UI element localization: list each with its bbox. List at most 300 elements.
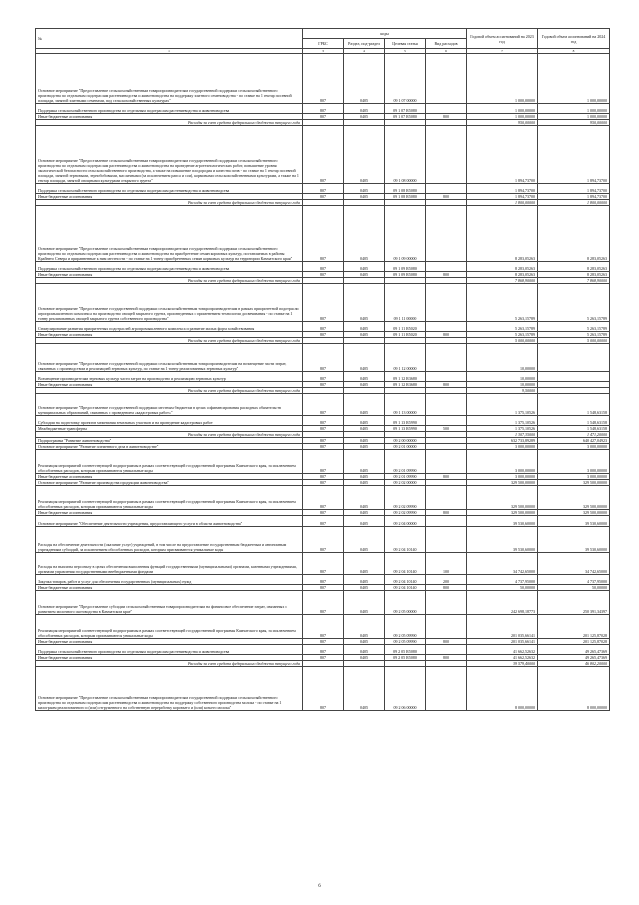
row-name: Субсидии на подготовку проектов межевания земельных участков и на проведение кадастровых работ (36, 416, 303, 426)
row-razdel: 0405 (344, 486, 385, 510)
row-razdel: 0405 (344, 206, 385, 262)
table-row (36, 184, 610, 194)
row-amount-2024: 3 000,00000 (538, 450, 610, 474)
row-amount-2023: 41 662,52632 (467, 655, 538, 661)
row-amount-2024: 329 500,00000 (538, 486, 610, 510)
row-name: Основное мероприятие "Предоставление сельскохозяйственным товаропроизводителям государственной поддержки сельскохозяйственного производства по отдельным подотраслям растениеводства и животноводства на поддержку собственного производства молока - по ставке на 1 килограмм реализованного и (или) отгруженного на собственную переработку коровьего и (или) козьего молока" (36, 667, 303, 711)
row-amount-2023: 8 000,00000 (467, 667, 538, 711)
row-amount-2024: 201 125,87028 (538, 615, 610, 639)
row-amount-2024: 1 894,73700 (538, 194, 610, 200)
row-amount-2023: 3 000,00000 (467, 444, 538, 450)
row-name: Основное мероприятие "Предоставление государственной поддержки сельскохозяйственным товаропроизводителям в рамках приоритетной подотрасли агропромышленного комплекса на производство овощей закрытого грунта, произведенных с применением технологии досвечивания - по ставке на 1 тонну реализованных овощей закрытого грунта собственного производства" (36, 284, 303, 322)
row-target-article: 09 2 04 00000 (385, 516, 426, 527)
row-amount-2023: 201 035,66141 (467, 639, 538, 645)
table-row (36, 516, 610, 527)
row-name: Расходы на обеспечение деятельности (оказание услуг) учреждений, в том числе на предоставление государственным бюджетным и автономным учреждениям субсидий, за исключением обособленных расходов, которым присваиваются уникальные коды (36, 527, 303, 553)
row-grbs: 807 (303, 184, 344, 194)
row-name: Расходы за счет средств федерального бюджета текущего года (36, 120, 303, 126)
table-row (36, 667, 610, 711)
row-amount-2024: 329 500,00000 (538, 510, 610, 516)
row-grbs: 807 (303, 527, 344, 553)
row-razdel: 0405 (344, 516, 385, 527)
row-name: Поддержка сельскохозяйственного производства по отдельным подотраслям растениеводства и животноводства (36, 104, 303, 114)
header-year-2024: Годовой объем ассигнований на 2024 год (538, 29, 610, 49)
row-razdel: 0405 (344, 416, 385, 426)
row-grbs: 807 (303, 332, 344, 338)
row-grbs: 807 (303, 394, 344, 416)
table-row (36, 553, 610, 575)
table-row (36, 372, 610, 382)
row-razdel: 0405 (344, 480, 385, 486)
row-amount-2024: 1 548,63158 (538, 394, 610, 416)
row-amount-2023: 39 579,40000 (467, 661, 538, 667)
row-expense-type (426, 486, 467, 510)
row-name: Иные бюджетные ассигнования (36, 655, 303, 661)
table-row (36, 104, 610, 114)
row-amount-2023: 10,00000 (467, 344, 538, 372)
row-amount-2023: 8 283,05263 (467, 262, 538, 272)
row-name: Расходы на выплаты персоналу в целях обеспечения выполнения функций государственными (муниципальными) органами, казенными учреждениями, органами управления государственными внебюджетными фондами (36, 553, 303, 575)
column-number: 4 (344, 49, 385, 54)
header-year-2023: Годовой объем ассигнований на 2023 год (467, 29, 538, 49)
row-amount-2024: 49 265,47369 (538, 655, 610, 661)
row-amount-2024: 8 283,05263 (538, 262, 610, 272)
row-razdel: 0405 (344, 585, 385, 591)
row-amount-2023: 1 375,10526 (467, 416, 538, 426)
row-amount-2024: 1 894,73700 (538, 184, 610, 194)
row-expense-type: 800 (426, 272, 467, 278)
row-amount-2023: 632 733,89289 (467, 438, 538, 444)
row-expense-type (426, 262, 467, 272)
row-name: Иные бюджетные ассигнования (36, 332, 303, 338)
row-amount-2024: 5 000,00000 (538, 338, 610, 344)
row-amount-2024: 1 800,00000 (538, 200, 610, 206)
row-grbs: 807 (303, 615, 344, 639)
row-amount-2023: 1 000,00000 (467, 54, 538, 104)
row-name: Реализация мероприятий соответствующей подпрограммы в рамках соответствующей государственной программы Камчатского края, за исключением обособленных расходов, которым присваиваются уникальные коды (36, 450, 303, 474)
row-target-article: 09 1 08 R5080 (385, 194, 426, 200)
row-name: Иные бюджетные ассигнования (36, 585, 303, 591)
row-name: Основное мероприятие "Предоставление государственной поддержки сельскохозяйственным товаропроизводителям на возмещение части затрат, связанных с производством и реализацией зерновых культур, по ставке на 1 тонну реализованных зерновых культур" (36, 344, 303, 372)
row-expense-type (426, 322, 467, 332)
row-name: Основное мероприятие "Предоставление субсидии сельскохозяйственным товаропроизводителям на финансовое обеспечение затрат, связанных с развитием молочного скотоводства в Камчатском крае" (36, 591, 303, 615)
row-grbs: 807 (303, 284, 344, 322)
column-number: 5 (385, 49, 426, 54)
row-expense-type (426, 591, 467, 615)
row-grbs: 807 (303, 480, 344, 486)
row-expense-type (426, 615, 467, 639)
row-name: Основное мероприятие "Предоставление государственной поддержки местным бюджетам в целях софинансирования расходных обязательств муниципальных образований, связанных с проведением «кадастровых работ»" (36, 394, 303, 416)
row-expense-type (426, 284, 467, 322)
row-target-article: 09 1 12 R3680 (385, 382, 426, 388)
row-grbs: 807 (303, 104, 344, 114)
row-grbs: 807 (303, 344, 344, 372)
column-number: 6 (426, 49, 467, 54)
row-name: Поддержка сельскохозяйственного производства по отдельным подотраслям растениеводства и животноводства (36, 184, 303, 194)
row-name: Межбюджетные трансферты (36, 426, 303, 432)
row-amount-2023: 242 698,18773 (467, 591, 538, 615)
row-target-article: 09 2 06 00000 (385, 667, 426, 711)
row-razdel: 0405 (344, 615, 385, 639)
row-expense-type: 800 (426, 332, 467, 338)
row-name: Иные бюджетные ассигнования (36, 639, 303, 645)
row-grbs: 807 (303, 114, 344, 120)
row-name: Реализация мероприятий соответствующей подпрограммы в рамках соответствующей государственной программы Камчатского края, за исключением обособленных расходов, которым присваиваются уникальные коды (36, 615, 303, 639)
row-expense-type (426, 516, 467, 527)
row-grbs: 807 (303, 639, 344, 645)
table-row (36, 394, 610, 416)
row-expense-type (426, 184, 467, 194)
row-expense-type: 800 (426, 585, 467, 591)
table-row (36, 322, 610, 332)
row-grbs: 807 (303, 272, 344, 278)
row-razdel: 0405 (344, 272, 385, 278)
row-target-article: 09 1 13 R5990 (385, 416, 426, 426)
row-amount-2024: 8 283,05263 (538, 206, 610, 262)
row-amount-2024: 250 391,34397 (538, 591, 610, 615)
row-name: Расходы за счет средств федерального бюджета текущего года (36, 200, 303, 206)
row-razdel: 0405 (344, 444, 385, 450)
row-expense-type (426, 344, 467, 372)
row-razdel: 0405 (344, 510, 385, 516)
row-grbs: 807 (303, 262, 344, 272)
row-expense-type: 800 (426, 114, 467, 120)
row-razdel: 0405 (344, 591, 385, 615)
row-grbs: 807 (303, 416, 344, 426)
row-target-article: 09 1 11 R5020 (385, 332, 426, 338)
row-amount-2024: 5 263,15789 (538, 332, 610, 338)
row-name: Основное мероприятие "Предоставление сельскохозяйственным товаропроизводителям государственной поддержки сельскохозяйственного производства по отдельным подотраслям растениеводства и животноводства на поддержку элитного семеноводства - по ставке на 1 гектар посевной площади, занятой элитными семенами, под сельскохозяйственных культурах" (36, 54, 303, 104)
row-grbs: 807 (303, 54, 344, 104)
row-razdel: 0405 (344, 284, 385, 322)
row-name: Основное мероприятие "Предоставление сельскохозяйственным товаропроизводителям государственной поддержки сельскохозяйственного производства по отдельным подотраслям растениеводства и животноводства на приобретение семян кормовых культур, поставляемых в районы Крайнего Севера и приравненные к ним местности - по ставке на 1 тонну приобретенных семян кормовых культур на территории Камчатского края" (36, 206, 303, 262)
row-grbs: 807 (303, 382, 344, 388)
row-razdel: 0405 (344, 184, 385, 194)
row-grbs: 807 (303, 667, 344, 711)
row-expense-type (426, 104, 467, 114)
budget-table (35, 28, 610, 711)
row-target-article: 09 2 02 09990 (385, 486, 426, 510)
row-amount-2024: 1 000,00000 (538, 104, 610, 114)
table-row (36, 416, 610, 426)
row-amount-2024: 34 742,65000 (538, 553, 610, 575)
row-grbs: 807 (303, 206, 344, 262)
row-name: Поддержка сельскохозяйственного производства по отдельным подотраслям растениеводства и животноводства (36, 262, 303, 272)
row-target-article: 09 2 00 00000 (385, 438, 426, 444)
row-target-article: 09 2 01 00000 (385, 444, 426, 450)
row-amount-2024: 50,00000 (538, 585, 610, 591)
row-razdel: 0405 (344, 382, 385, 388)
row-target-article: 09 2 04 10140 (385, 527, 426, 553)
column-number: 3 (303, 49, 344, 54)
row-target-article: 09 2 05 R5080 (385, 645, 426, 655)
row-name: Подпрограмма "Развитие животноводства" (36, 438, 303, 444)
table-row (36, 645, 610, 655)
row-razdel: 0405 (344, 262, 385, 272)
row-grbs: 807 (303, 645, 344, 655)
row-name: Стимулирование развития приоритетных подотраслей агропромышленного комплекса и развитие малых форм хозяйствования (36, 322, 303, 332)
row-razdel: 0405 (344, 474, 385, 480)
row-razdel: 0405 (344, 426, 385, 432)
row-expense-type: 200 (426, 575, 467, 585)
row-grbs: 807 (303, 474, 344, 480)
row-target-article: 09 2 05 09990 (385, 639, 426, 645)
header-target-article: Целевая статья (385, 39, 426, 49)
table-row (36, 284, 610, 322)
row-amount-2024: 8 000,00000 (538, 667, 610, 711)
row-razdel: 0405 (344, 322, 385, 332)
row-target-article: 09 2 01 09990 (385, 474, 426, 480)
row-target-article: 09 1 13 R5990 (385, 426, 426, 432)
row-amount-2024: 1 894,73700 (538, 126, 610, 184)
row-amount-2023: 50,00000 (467, 585, 538, 591)
row-target-article: 09 2 04 10140 (385, 575, 426, 585)
row-name: Реализация мероприятий соответствующей подпрограммы в рамках соответствующей государственной программы Камчатского края, за исключением обособленных расходов, которым присваиваются уникальные коды (36, 486, 303, 510)
table-row (36, 450, 610, 474)
row-amount-2024: 1 000,00000 (538, 54, 610, 104)
row-target-article: 09 1 11 00000 (385, 284, 426, 322)
row-razdel: 0405 (344, 394, 385, 416)
row-amount-2023: 1 894,73700 (467, 184, 538, 194)
row-expense-type: 800 (426, 194, 467, 200)
row-grbs: 807 (303, 486, 344, 510)
row-expense-type: 800 (426, 474, 467, 480)
row-amount-2023: 34 742,65000 (467, 553, 538, 575)
row-target-article: 09 1 12 00000 (385, 344, 426, 372)
table-row (36, 262, 610, 272)
row-amount-2023: 1 375,10526 (467, 394, 538, 416)
row-expense-type (426, 527, 467, 553)
row-amount-2023: 1 000,00000 (467, 114, 538, 120)
row-grbs: 807 (303, 516, 344, 527)
row-amount-2023: 1 894,73700 (467, 194, 538, 200)
row-name: Расходы за счет средств федерального бюджета текущего года (36, 278, 303, 284)
row-amount-2023: 5 263,15789 (467, 284, 538, 322)
row-amount-2023: 329 500,00000 (467, 510, 538, 516)
row-amount-2024 (538, 344, 610, 372)
row-name: Иные бюджетные ассигнования (36, 114, 303, 120)
row-amount-2023: 1 894,73700 (467, 126, 538, 184)
table-row (36, 54, 610, 104)
row-amount-2024: 5 263,15789 (538, 322, 610, 332)
row-target-article: 09 1 09 00000 (385, 206, 426, 262)
row-razdel: 0405 (344, 527, 385, 553)
row-grbs: 807 (303, 194, 344, 200)
row-name: Расходы за счет средств федерального бюджета текущего года (36, 661, 303, 667)
row-grbs: 807 (303, 438, 344, 444)
row-name: Иные бюджетные ассигнования (36, 510, 303, 516)
row-razdel: 0405 (344, 645, 385, 655)
row-amount-2023: 3 000,00000 (467, 474, 538, 480)
row-amount-2024: 39 530,60000 (538, 516, 610, 527)
row-expense-type: 800 (426, 510, 467, 516)
row-expense-type: 800 (426, 655, 467, 661)
row-amount-2024: 1 000,00000 (538, 114, 610, 120)
row-expense-type: 500 (426, 426, 467, 432)
table-row (36, 615, 610, 639)
table-row (36, 591, 610, 615)
row-amount-2024: 640 427,04923 (538, 438, 610, 444)
row-razdel: 0405 (344, 450, 385, 474)
row-amount-2023: 7 868,90000 (467, 278, 538, 284)
table-row (36, 344, 610, 372)
row-razdel: 0405 (344, 639, 385, 645)
row-amount-2023: 950,00000 (467, 120, 538, 126)
row-grbs: 807 (303, 444, 344, 450)
row-target-article: 09 1 08 00000 (385, 126, 426, 184)
row-expense-type: 800 (426, 639, 467, 645)
row-amount-2023: 329 500,00000 (467, 486, 538, 510)
row-target-article: 09 2 05 00000 (385, 591, 426, 615)
row-amount-2024: 329 500,00000 (538, 480, 610, 486)
row-name: Основное мероприятие "Предоставление сельскохозяйственным товаропроизводителям государственной поддержки сельскохозяйственного производства по отдельным подотраслям растениеводства и животноводства на проведение агротехнологических работ, повышение уровня экологической безопасности сельскохозяйственного производства, а также на повышение плодородия и качества почв - по ставке на 1 гектар посевной площади, занятой зерновыми, зернобобовыми, масличными (за исключением рапса и сои), кормовыми сельскохозяйственными культурами, а также на 1 гектар площади, занятой овощными культурами открытого грунта" (36, 126, 303, 184)
row-expense-type: 100 (426, 553, 467, 575)
row-name: Иные бюджетные ассигнования (36, 272, 303, 278)
row-target-article: 09 2 02 00000 (385, 480, 426, 486)
row-expense-type (426, 416, 467, 426)
row-name: Поддержка сельскохозяйственного производства по отдельным подотраслям растениеводства и животноводства (36, 645, 303, 655)
row-razdel: 0405 (344, 344, 385, 372)
row-grbs: 807 (303, 510, 344, 516)
row-amount-2023: 41 662,52632 (467, 645, 538, 655)
row-razdel: 0405 (344, 372, 385, 382)
row-target-article: 09 2 05 09990 (385, 615, 426, 639)
row-name: Основное мероприятие "Обеспечение деятельности учреждения, предоставляющего услуги в области животноводства" (36, 516, 303, 527)
table-body (36, 54, 610, 711)
row-expense-type (426, 394, 467, 416)
row-amount-2024: 49 265,47369 (538, 645, 610, 655)
row-amount-2024: 1 548,63158 (538, 416, 610, 426)
table-row (36, 126, 610, 184)
row-razdel: 0405 (344, 332, 385, 338)
row-amount-2023: 1 375,10526 (467, 426, 538, 432)
header-number: № (36, 29, 303, 49)
table-row (36, 206, 610, 262)
row-razdel: 0405 (344, 667, 385, 711)
row-amount-2023: 39 530,60000 (467, 527, 538, 553)
page-number: 6 (318, 884, 321, 889)
row-target-article: 09 1 13 00000 (385, 394, 426, 416)
row-amount-2023: 8 283,05263 (467, 206, 538, 262)
row-expense-type (426, 450, 467, 474)
row-amount-2023: 329 500,00000 (467, 480, 538, 486)
row-target-article: 09 1 07 R5080 (385, 114, 426, 120)
row-expense-type: 800 (426, 382, 467, 388)
row-expense-type (426, 54, 467, 104)
table-row (36, 480, 610, 486)
row-grbs: 807 (303, 426, 344, 432)
row-razdel: 0405 (344, 553, 385, 575)
row-target-article: 09 1 11 R5020 (385, 322, 426, 332)
row-amount-2024: 39 530,60000 (538, 527, 610, 553)
row-grbs: 807 (303, 372, 344, 382)
row-amount-2024: 1 548,63158 (538, 426, 610, 432)
row-grbs: 807 (303, 126, 344, 184)
row-amount-2023: 5 263,15789 (467, 332, 538, 338)
row-amount-2024: 5 263,15789 (538, 284, 610, 322)
row-expense-type (426, 206, 467, 262)
row-amount-2024 (538, 372, 610, 382)
row-razdel: 0405 (344, 194, 385, 200)
row-target-article: 09 2 05 R5080 (385, 655, 426, 661)
row-amount-2023: 5 000,00000 (467, 338, 538, 344)
row-name: Возмещение производителям зерновых культур части затрат на производство и реализацию зерновых культур (36, 372, 303, 382)
row-expense-type (426, 667, 467, 711)
row-grbs: 807 (303, 450, 344, 474)
row-grbs: 807 (303, 575, 344, 585)
row-target-article: 09 2 01 09990 (385, 450, 426, 474)
row-name: Закупка товаров, работ и услуг для обеспечения государственных (муниципальных) нужд (36, 575, 303, 585)
row-amount-2023: 5 263,15789 (467, 322, 538, 332)
row-razdel: 0405 (344, 104, 385, 114)
row-amount-2023: 1 000,00000 (467, 104, 538, 114)
row-grbs: 807 (303, 655, 344, 661)
row-razdel: 0405 (344, 655, 385, 661)
row-razdel: 0405 (344, 126, 385, 184)
row-amount-2024: 3 000,00000 (538, 474, 610, 480)
column-number: 7 (467, 49, 538, 54)
row-amount-2023: 39 530,60000 (467, 516, 538, 527)
row-razdel: 0405 (344, 438, 385, 444)
row-name: Иные бюджетные ассигнования (36, 194, 303, 200)
row-target-article: 09 2 02 09990 (385, 510, 426, 516)
column-number: 8 (538, 49, 610, 54)
table-row (36, 444, 610, 450)
row-name: Иные бюджетные ассигнования (36, 382, 303, 388)
row-target-article: 09 1 07 R5080 (385, 104, 426, 114)
row-amount-2024: 3 000,00000 (538, 444, 610, 450)
row-amount-2024: 950,00000 (538, 120, 610, 126)
row-amount-2024: 7 868,90000 (538, 278, 610, 284)
row-amount-2024: 1 471,20000 (538, 432, 610, 438)
row-amount-2023: 8 283,05263 (467, 272, 538, 278)
row-amount-2023: 10,00000 (467, 372, 538, 382)
row-expense-type (426, 126, 467, 184)
row-expense-type (426, 645, 467, 655)
header-grbs: ГРБС (303, 39, 344, 49)
table-row (36, 486, 610, 510)
row-target-article: 09 1 08 R5080 (385, 184, 426, 194)
row-target-article: 09 1 07 00000 (385, 54, 426, 104)
row-amount-2023: 201 035,66141 (467, 615, 538, 639)
row-razdel: 0405 (344, 114, 385, 120)
row-grbs: 807 (303, 553, 344, 575)
column-number: 1 (36, 49, 303, 54)
header-codes: коды (303, 29, 467, 39)
row-amount-2023: 10,00000 (467, 382, 538, 388)
table-row (36, 575, 610, 585)
row-razdel: 0405 (344, 575, 385, 585)
row-razdel: 0405 (344, 54, 385, 104)
row-target-article: 09 2 04 10140 (385, 585, 426, 591)
row-target-article: 09 1 09 R5080 (385, 272, 426, 278)
row-target-article: 09 2 04 10140 (385, 553, 426, 575)
row-grbs: 807 (303, 322, 344, 332)
row-name: Основное мероприятие "Развитие племенного дела в животноводстве" (36, 444, 303, 450)
row-amount-2024: 4 737,95000 (538, 575, 610, 585)
table-row (36, 527, 610, 553)
row-grbs: 807 (303, 585, 344, 591)
row-amount-2023: 1 307,35000 (467, 432, 538, 438)
row-amount-2023: 9,50000 (467, 388, 538, 394)
row-target-article: 09 1 09 R5080 (385, 262, 426, 272)
row-amount-2024: 201 125,87028 (538, 639, 610, 645)
row-name: Основное мероприятие "Развитие производства продукции животноводства" (36, 480, 303, 486)
header-expense-type: Вид расходов (426, 39, 467, 49)
row-name: Расходы за счет средств федерального бюджета текущего года (36, 432, 303, 438)
row-amount-2024: 8 283,05263 (538, 272, 610, 278)
row-name: Иные бюджетные ассигнования (36, 474, 303, 480)
